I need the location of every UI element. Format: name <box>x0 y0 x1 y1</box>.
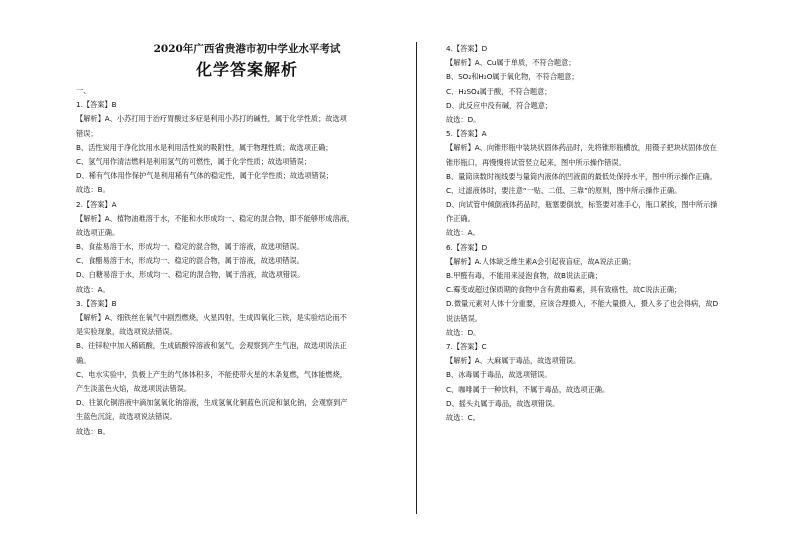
text-line: B.甲醛有毒，不能用来浸泡食物，故B说法正确； <box>446 271 602 280</box>
text-line: 【解析】A、植物油难溶于水，不能和水形成均一、稳定的混合物，即不能够形成溶液， <box>76 213 355 223</box>
exam-title: 2020年广西省贵港市初中学业水平考试 <box>153 43 341 55</box>
text-line: B、冰毒属于毒品，故选项错误。 <box>446 370 552 380</box>
text-line: C、咖啡属于一种饮料，不属于毒品，故选项正确。 <box>446 384 610 394</box>
text-line: D、此反应中没有碱，符合题意； <box>446 100 553 110</box>
text-line: 故选：C。 <box>446 412 480 422</box>
text-line: 故选：A。 <box>76 284 110 294</box>
text-line: C.霉变或超过保质期的食物中含有黄曲霉素，具有致癌性，故C说法正确； <box>446 285 682 295</box>
text-line: 产生淡蓝色火焰，故选项说法错误。 <box>76 383 192 393</box>
text-line: B、食盐易溶于水，形成均一、稳定的混合物，属于溶液，故选项错误。 <box>76 242 304 252</box>
text-line: C、食醋易溶于水，形成均一、稳定的混合物，属于溶液，故选项错误。 <box>76 256 304 266</box>
text-line: C、H₂SO₄属于酸，不符合题意； <box>446 86 552 96</box>
text-line: 故选：D。 <box>446 327 481 337</box>
text-line: B、活性炭用于净化饮用水是利用活性炭的吸附性，属于物理性质；故选项正确； <box>76 142 333 152</box>
text-line: C、氢气用作清洁燃料是利用氢气的可燃性，属于化学性质；故选项错误； <box>76 156 312 166</box>
text-line: 故选：B。 <box>76 185 110 195</box>
text-line: 故选：D。 <box>446 114 481 124</box>
text-line: C、过滤液体时，要注意“一贴、二低、三靠”的原则，图中所示操作正确。 <box>446 185 682 195</box>
text-line: D.微量元素对人体十分重要，应该合理摄入，不能大量摄入，摄入多了也会得病，故D <box>446 299 719 309</box>
text-line: B、SO₂和H₂O属于氧化物，不符合题意； <box>446 72 579 82</box>
text-line: 3.【答案】B <box>76 298 117 308</box>
text-line: D、白糖易溶于水，形成均一、稳定的混合物，属于溶液，故选项错误。 <box>76 270 305 280</box>
text-line: 故选：B。 <box>76 426 110 436</box>
text-line: 错误； <box>76 128 98 138</box>
text-line: 6.【答案】D <box>446 242 488 252</box>
text-line: 锥形瓶口，再慢慢将试管竖立起来，图中所示操作错误。 <box>446 157 626 167</box>
text-line: 【解析】A、小苏打用于治疗胃酸过多症是利用小苏打的碱性，属于化学性质；故选项 <box>76 114 347 124</box>
text-line: B、量筒读数时视线要与量筒内液体的凹液面的最低处保持水平，图中所示操作正确。 <box>446 171 717 181</box>
text-line: 2.【答案】A <box>76 199 117 209</box>
text-line: D、摇头丸属于毒品，故选项错误。 <box>446 398 560 408</box>
text-line: 【解析】A、向锥形瓶中装块状固体药品时，先将锥形瓶横放，用镊子把块状固体放在 <box>446 143 717 153</box>
text-line: 【解析】A、大麻属于毒品，故选项错误。 <box>446 356 581 366</box>
text-line: D、往氯化铜溶液中滴加氢氧化钠溶液，生成氢氧化铜蓝色沉淀和氯化钠，会观察到产 <box>76 398 348 408</box>
left-text-block <box>76 86 418 437</box>
text-line: 是实验现象，故选项说法错误。 <box>76 327 177 337</box>
text-line: C、电水实验中，负极上产生的气体体积多，不能使带火星的木条复燃，气体能燃烧， <box>76 369 347 379</box>
text-line: 生蓝色沉淀，故选项说法错误。 <box>76 412 177 422</box>
answer-subtitle: 化学答案解析 <box>195 60 298 79</box>
text-line: 一、 <box>76 86 91 95</box>
text-line: 1.【答案】B <box>76 100 117 110</box>
text-line: 确。 <box>76 355 91 365</box>
column-divider <box>416 42 417 514</box>
text-line: 【解析】A、Cu属于单质，不符合题意； <box>446 58 576 68</box>
text-line: 【解析】A.人体缺乏维生素A会引起夜盲症，故A说法正确； <box>446 256 636 266</box>
text-line: D、向试管中倾倒液体药品时，瓶塞要倒放，标签要对准手心，瓶口紧挨，图中所示操 <box>446 200 718 210</box>
text-line: D、稀有气体用作保护气是利用稀有气体的稳定性，属于化学性质；故选项错误； <box>76 171 334 181</box>
right-text-block <box>446 44 788 423</box>
left-column <box>76 42 418 441</box>
text-line: 作正确。 <box>446 214 475 224</box>
text-line: 【解析】A、细铁丝在氧气中剧烈燃烧，火星四射，生成四氧化三铁，是实验结论而不 <box>76 313 347 322</box>
text-line: B、往锌粒中加入稀硫酸，生成硫酸锌溶液和氢气，会观察到产生气泡，故选项说法正 <box>76 341 347 351</box>
text-line: 故选：A。 <box>446 228 480 238</box>
text-line: 7.【答案】C <box>446 341 487 351</box>
text-line: 故选项正确。 <box>76 227 120 237</box>
text-line: 5.【答案】A <box>446 129 487 139</box>
text-line: 说法错误。 <box>446 313 482 323</box>
text-line: 4.【答案】D <box>446 44 488 53</box>
right-column <box>446 44 788 427</box>
